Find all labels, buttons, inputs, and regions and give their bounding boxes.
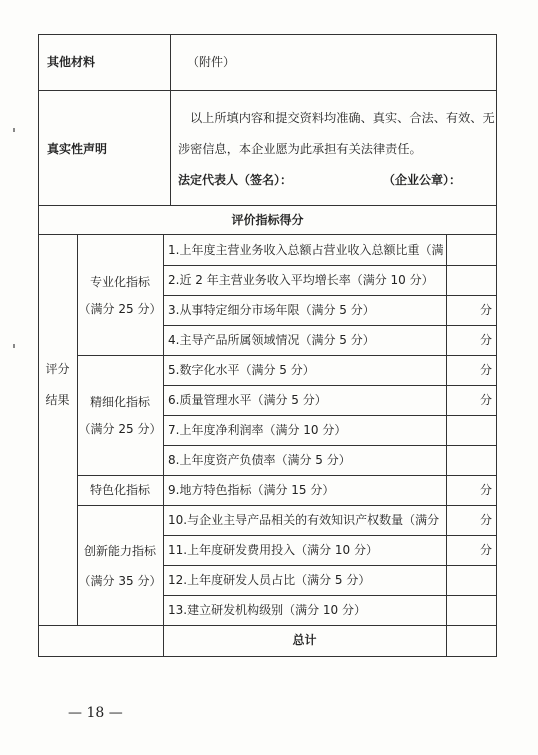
row-rule — [38, 625, 497, 626]
group-full-score: （满分 25 分） — [78, 422, 162, 436]
company-seal-label: （企业公章）： — [383, 173, 462, 187]
indicator-item: 3.从事特定细分市场年限（满分 5 分） — [168, 303, 375, 317]
fold-mark — [13, 344, 15, 348]
group-name: 特色化指标 — [89, 483, 150, 497]
column-rule — [170, 34, 171, 206]
fold-mark — [13, 128, 15, 132]
total-label: 总计 — [292, 633, 317, 647]
indicator-item: 7.上年度净利润率（满分 10 分） — [168, 423, 347, 437]
group-rule — [77, 475, 497, 476]
representative-signature-label: 法定代表人（签名）： — [178, 173, 293, 187]
other-materials-value: （附件） — [187, 55, 236, 69]
table-border-right — [496, 34, 497, 657]
table-border-bottom — [38, 656, 497, 657]
indicator-item: 2.近 2 年主营业务收入平均增长率（满分 10 分） — [168, 273, 434, 287]
row-rule — [38, 234, 497, 235]
group-full-score: （满分 25 分） — [78, 302, 162, 316]
score-unit: 分 — [480, 543, 493, 557]
group-name: 创新能力指标 — [83, 544, 156, 558]
table-border-left — [38, 34, 39, 657]
indicator-item: 8.上年度资产负债率（满分 5 分） — [168, 453, 351, 467]
page-number: — 18 — — [68, 705, 123, 721]
group-name: 专业化指标 — [89, 275, 150, 289]
declaration-label: 真实性声明 — [47, 142, 108, 156]
score-unit: 分 — [480, 393, 493, 407]
indicator-item: 13.建立研发机构级别（满分 10 分） — [168, 603, 366, 617]
score-unit: 分 — [480, 513, 493, 527]
indicator-item: 6.质量管理水平（满分 5 分） — [168, 393, 327, 407]
column-rule — [446, 234, 447, 656]
row-rule — [38, 205, 497, 206]
score-unit: 分 — [480, 303, 493, 317]
other-materials-label: 其他材料 — [47, 55, 96, 69]
score-unit: 分 — [480, 483, 493, 497]
indicator-item: 11.上年度研发费用投入（满分 10 分） — [168, 543, 378, 557]
declaration-line-2: 涉密信息，本企业愿为此承担有关法律责任。 — [178, 142, 422, 156]
indicator-item: 1.上年度主营业务收入总额占营业收入总额比重（满 — [168, 243, 444, 257]
row-rule — [38, 90, 497, 91]
column-rule — [163, 234, 164, 656]
indicator-item: 9.地方特色指标（满分 15 分） — [168, 483, 335, 497]
score-unit: 分 — [480, 363, 493, 377]
indicator-item: 4.主导产品所属领域情况（满分 5 分） — [168, 333, 375, 347]
group-rule — [77, 355, 497, 356]
indicator-item: 12.上年度研发人员占比（满分 5 分） — [168, 573, 371, 587]
score-header: 评价指标得分 — [231, 213, 304, 227]
rating-result-label-line-1: 评分 — [45, 362, 70, 376]
group-name: 精细化指标 — [89, 395, 150, 409]
rating-result-label-line-2: 结果 — [45, 393, 70, 407]
group-rule — [77, 505, 497, 506]
indicator-item: 10.与企业主导产品相关的有效知识产权数量（满分 — [168, 513, 440, 527]
declaration-line-1: 以上所填内容和提交资料均准确、真实、合法、有效、无 — [190, 111, 495, 125]
score-unit: 分 — [480, 333, 493, 347]
indicator-item: 5.数字化水平（满分 5 分） — [168, 363, 315, 377]
table-border-top — [38, 34, 497, 35]
group-full-score: （满分 35 分） — [78, 574, 162, 588]
